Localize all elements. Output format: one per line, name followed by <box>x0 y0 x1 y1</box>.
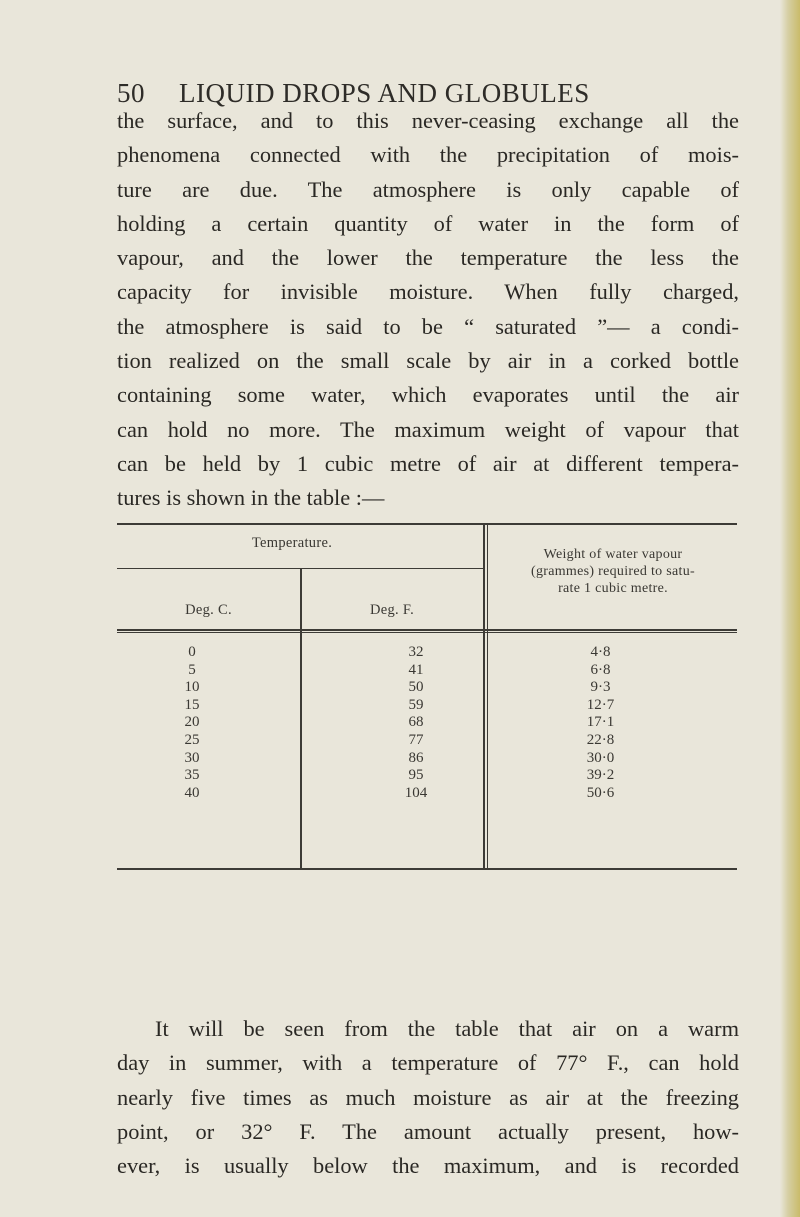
paragraph-1 <box>117 104 739 516</box>
text-line: point, or 32° F. The amount actually present, how- <box>117 1118 739 1144</box>
weight-header-line: Weight of water vapour <box>543 547 683 562</box>
text-line: tures is shown in the table :— <box>117 485 385 511</box>
deg-f-value: 95 <box>408 767 424 784</box>
text-line: the atmosphere is said to be “ saturated ”— a condi- <box>117 313 739 339</box>
temperature-header: Temperature. <box>251 535 333 551</box>
weight-value: 30·0 <box>586 749 615 766</box>
weight-value: 22·8 <box>586 731 615 748</box>
deg-c-value: 15 <box>184 696 200 713</box>
text-line: phenomena connected with the precipitation of mois- <box>117 142 739 168</box>
weight-value: 12·7 <box>586 696 615 713</box>
table-bottom-rule <box>117 868 737 870</box>
deg-f-value: 68 <box>408 714 424 731</box>
paragraph-2 <box>117 1012 739 1183</box>
deg-f-header: Deg. F. <box>369 602 415 618</box>
deg-f-value: 41 <box>408 661 424 678</box>
text-line: can be held by 1 cubic metre of air at different tempera- <box>117 450 739 476</box>
weight-header-line: (grammes) required to satu- <box>531 564 695 579</box>
page-number: 50 <box>117 78 145 108</box>
deg-f-value: 59 <box>408 696 424 713</box>
text-line: nearly five times as much moisture as air at the freezing <box>117 1084 739 1110</box>
text-line: the surface, and to this never-ceasing exchange all the <box>117 108 739 133</box>
text-line: tion realized on the small scale by air in a corked bottle <box>117 348 739 374</box>
weight-header-line: rate 1 cubic metre. <box>558 581 668 596</box>
weight-value: 17·1 <box>586 714 615 731</box>
deg-f-value: 86 <box>408 749 424 766</box>
deg-c-value: 10 <box>184 679 200 696</box>
text-line: can hold no more. The maximum weight of vapour that <box>117 416 739 442</box>
vapour-table <box>117 523 737 873</box>
weight-value: 9·3 <box>590 679 611 696</box>
text-line: holding a certain quantity of water in the form of <box>117 210 739 236</box>
deg-c-value: 35 <box>184 767 200 784</box>
text-line: ever, is usually below the maximum, and is recorded <box>117 1153 739 1179</box>
text-line: day in summer, with a temperature of 77° F., can hold <box>117 1050 739 1076</box>
weight-value: 6·8 <box>590 661 611 678</box>
deg-c-value: 25 <box>184 731 200 748</box>
text-line: It will be seen from the table that air on a warm <box>155 1016 739 1041</box>
deg-c-value: 0 <box>188 644 196 660</box>
deg-c-value: 20 <box>184 714 200 731</box>
deg-c-value: 30 <box>184 749 200 766</box>
text-line: ture are due. The atmosphere is only capable of <box>117 176 739 202</box>
text-line: containing some water, which evaporates until the air <box>117 382 739 408</box>
weight-value: 4·8 <box>590 644 611 660</box>
header-bottom-rule-2 <box>117 632 737 633</box>
text-line: capacity for invisible moisture. When fully charged, <box>117 279 739 305</box>
weight-value: 50·6 <box>586 784 615 801</box>
table-top-rule <box>117 523 737 525</box>
page-edge-shadow <box>780 0 800 1217</box>
weight-column <box>489 644 712 802</box>
deg-c-column <box>117 644 267 802</box>
weight-value: 39·2 <box>586 767 615 784</box>
chapter-title: LIQUID DROPS AND GLOBULES <box>179 78 590 108</box>
deg-c-value: 40 <box>184 784 200 801</box>
text-line: vapour, and the lower the temperature the less the <box>117 245 739 271</box>
deg-f-value: 50 <box>408 679 424 696</box>
deg-c-header: Deg. C. <box>185 602 232 618</box>
header-bottom-rule <box>117 629 737 631</box>
deg-f-value: 77 <box>408 731 424 748</box>
deg-f-value: 32 <box>408 644 424 660</box>
deg-c-value: 5 <box>188 661 196 678</box>
deg-f-value: 104 <box>404 784 428 801</box>
weight-header <box>489 546 737 597</box>
